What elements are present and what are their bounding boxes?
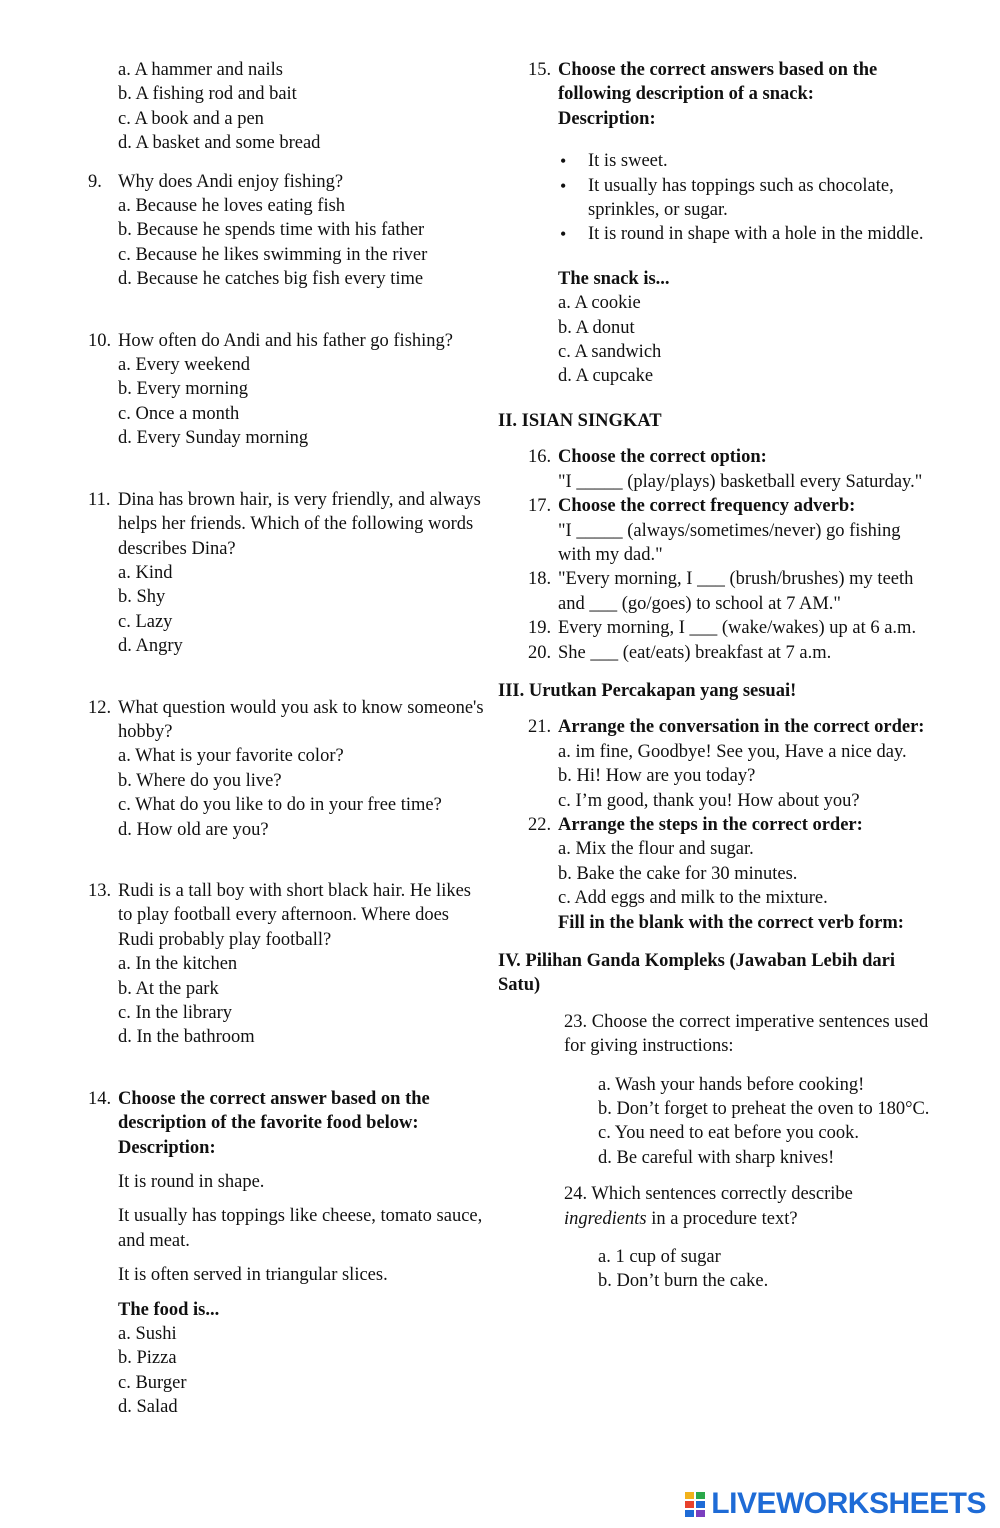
question-number: 16. <box>528 447 552 468</box>
question-text: How often do Andi and his father go fishing? <box>118 330 453 351</box>
liveworksheets-logo <box>685 1486 986 1522</box>
question-23-options <box>528 1073 938 1171</box>
option: c. Because he likes swimming in the river <box>118 244 428 265</box>
question-title: Choose the correct frequency adverb: <box>558 496 856 517</box>
question-20 <box>528 641 938 665</box>
right-column <box>498 58 938 1294</box>
option: d. Be careful with sharp knives! <box>598 1147 835 1168</box>
option: b. Hi! How are you today? <box>558 766 756 787</box>
question-number: 10. <box>88 330 112 351</box>
option: c. Once a month <box>118 403 240 424</box>
question-title: Choose the correct answer based on the description of the favorite food below: <box>118 1088 430 1134</box>
option: a. im fine, Goodbye! See you, Have a nice day. <box>558 741 907 762</box>
option: b. Don’t burn the cake. <box>598 1271 769 1292</box>
option: d. Every Sunday morning <box>118 428 309 449</box>
option: a. In the kitchen <box>118 954 238 975</box>
option: a. What is your favorite color? <box>118 746 344 767</box>
question-text: She ___ (eat/eats) breakfast at 7 a.m. <box>558 642 832 663</box>
option: b. At the park <box>118 978 219 999</box>
question-text: Why does Andi enjoy fishing? <box>118 171 344 192</box>
liveworksheets-logo-icon <box>685 1490 707 1518</box>
option: b. Shy <box>118 587 166 608</box>
option: a. Because he loves eating fish <box>118 196 346 217</box>
option: d. How old are you? <box>118 819 269 840</box>
option: c. A sandwich <box>558 342 662 363</box>
question-19 <box>528 616 938 640</box>
option: a. 1 cup of sugar <box>598 1247 721 1268</box>
question-title: Choose the correct answers based on the following description of a snack: <box>558 60 878 105</box>
question-12 <box>88 696 488 842</box>
description-bullets <box>528 149 938 247</box>
section-heading: II. ISIAN SINGKAT <box>498 410 662 431</box>
option: b. Pizza <box>118 1348 177 1369</box>
option: a. A cookie <box>558 293 641 314</box>
question-11 <box>88 488 488 659</box>
question-15 <box>528 58 938 131</box>
option: b. Every morning <box>118 379 248 400</box>
description-line: It is often served in triangular slices. <box>118 1265 388 1286</box>
section-heading: III. Urutkan Percakapan yang sesuai! <box>498 680 797 701</box>
description-line: It is round in shape. <box>118 1172 265 1193</box>
question-text: 23. Choose the correct imperative sentences used for giving instructions: <box>564 1011 929 1057</box>
option: b. Bake the cake for 30 minutes. <box>558 863 798 884</box>
bullet-item: • It usually has toppings such as chocolate, sprinkles, or sugar. <box>588 174 938 223</box>
question-text: 24. Which sentences correctly describe <box>564 1184 853 1205</box>
question-number: 9. <box>88 171 102 192</box>
question-18 <box>528 567 938 616</box>
option: a. A hammer and nails <box>118 60 283 80</box>
question-24 <box>528 1182 938 1231</box>
question-number: 21. <box>528 717 552 738</box>
question-14 <box>88 1087 488 1420</box>
option: b. A fishing rod and bait <box>118 84 297 105</box>
question-number: 11. <box>88 489 111 510</box>
question-23 <box>528 1010 938 1059</box>
option: d. Because he catches big fish every time <box>118 269 424 290</box>
option: d. Angry <box>118 636 183 657</box>
question-text: Rudi is a tall boy with short black hair. He likes to play football every afternoon. Where does Rudi probably play football? <box>118 880 471 950</box>
question-21 <box>528 715 938 813</box>
bullet-item: • It is sweet. <box>588 149 938 173</box>
question-text: Every morning, I ___ (wake/wakes) up at 6 a.m. <box>558 618 917 639</box>
description-label: Description: <box>118 1137 216 1158</box>
question-16 <box>528 445 938 494</box>
question-title: Choose the correct option: <box>558 447 767 468</box>
question-text: "Every morning, I ___ (brush/brushes) my teeth and ___ (go/goes) to school at 7 AM." <box>558 569 914 614</box>
question-text: What question would you ask to know someone's hobby? <box>118 697 484 742</box>
option: a. Mix the flour and sugar. <box>558 839 754 860</box>
question-22 <box>528 813 938 935</box>
question-13 <box>88 879 488 1050</box>
option: b. Don’t forget to preheat the oven to 180°C. <box>598 1099 930 1120</box>
option: b. Because he spends time with his father <box>118 220 425 241</box>
question-number: 12. <box>88 697 112 718</box>
option: a. Every weekend <box>118 355 251 376</box>
question-number: 20. <box>528 642 552 663</box>
question-text: "I _____ (always/sometimes/never) go fishing with my dad." <box>558 520 901 565</box>
question-10 <box>88 329 488 451</box>
description-label: Description: <box>558 108 656 129</box>
option: d. A cupcake <box>558 366 654 387</box>
question-title: Arrange the steps in the correct order: <box>558 814 863 835</box>
question-text: "I _____ (play/plays) basketball every Saturday." <box>558 471 923 492</box>
question-number: 13. <box>88 880 112 901</box>
logo-text: LIVEWORKSHEETS <box>711 1486 986 1520</box>
question-24-options <box>528 1245 938 1294</box>
section-heading: IV. Pilihan Ganda Kompleks (Jawaban Lebih dari Satu) <box>498 951 896 996</box>
option: a. Kind <box>118 562 173 583</box>
answer-prompt: The food is... <box>118 1299 220 1320</box>
q8-options <box>88 58 488 156</box>
option: c. You need to eat before you cook. <box>598 1123 859 1144</box>
question-number: 14. <box>88 1088 112 1109</box>
question-17 <box>528 494 938 567</box>
option: a. Sushi <box>118 1324 177 1345</box>
question-title: Arrange the conversation in the correct order: <box>558 717 925 738</box>
option: b. Where do you live? <box>118 770 282 791</box>
option: b. A donut <box>558 317 635 338</box>
option: d. Salad <box>118 1397 178 1418</box>
option: c. A book and a pen <box>118 108 264 129</box>
question-number: 15. <box>528 60 552 80</box>
answer-prompt: The snack is... <box>558 268 670 289</box>
option: c. In the library <box>118 1003 233 1023</box>
question-number: 17. <box>528 496 552 517</box>
question-number: 19. <box>528 618 552 639</box>
option: a. Wash your hands before cooking! <box>598 1074 865 1095</box>
question-number: 22. <box>528 814 552 835</box>
question-text: in a procedure text? <box>646 1208 798 1229</box>
left-column <box>88 58 488 1420</box>
option: c. Burger <box>118 1372 187 1393</box>
option: c. I’m good, thank you! How about you? <box>558 790 860 811</box>
description-line: It usually has toppings like cheese, tomato sauce, and meat. <box>118 1206 483 1251</box>
bullet-item: • It is round in shape with a hole in the middle. <box>588 222 938 246</box>
instruction-text: Fill in the blank with the correct verb form: <box>558 912 904 933</box>
option: d. A basket and some bread <box>118 133 321 154</box>
question-15-answers <box>528 267 938 389</box>
option: c. Add eggs and milk to the mixture. <box>558 888 828 909</box>
question-number: 18. <box>528 569 552 590</box>
question-9 <box>88 170 488 292</box>
question-text-emphasis: ingredients <box>564 1208 647 1229</box>
option: c. Lazy <box>118 611 173 632</box>
option: c. What do you like to do in your free time? <box>118 795 442 816</box>
question-text: Dina has brown hair, is very friendly, and always helps her friends. Which of the following words describes Dina? <box>118 489 481 559</box>
option: d. In the bathroom <box>118 1027 255 1048</box>
